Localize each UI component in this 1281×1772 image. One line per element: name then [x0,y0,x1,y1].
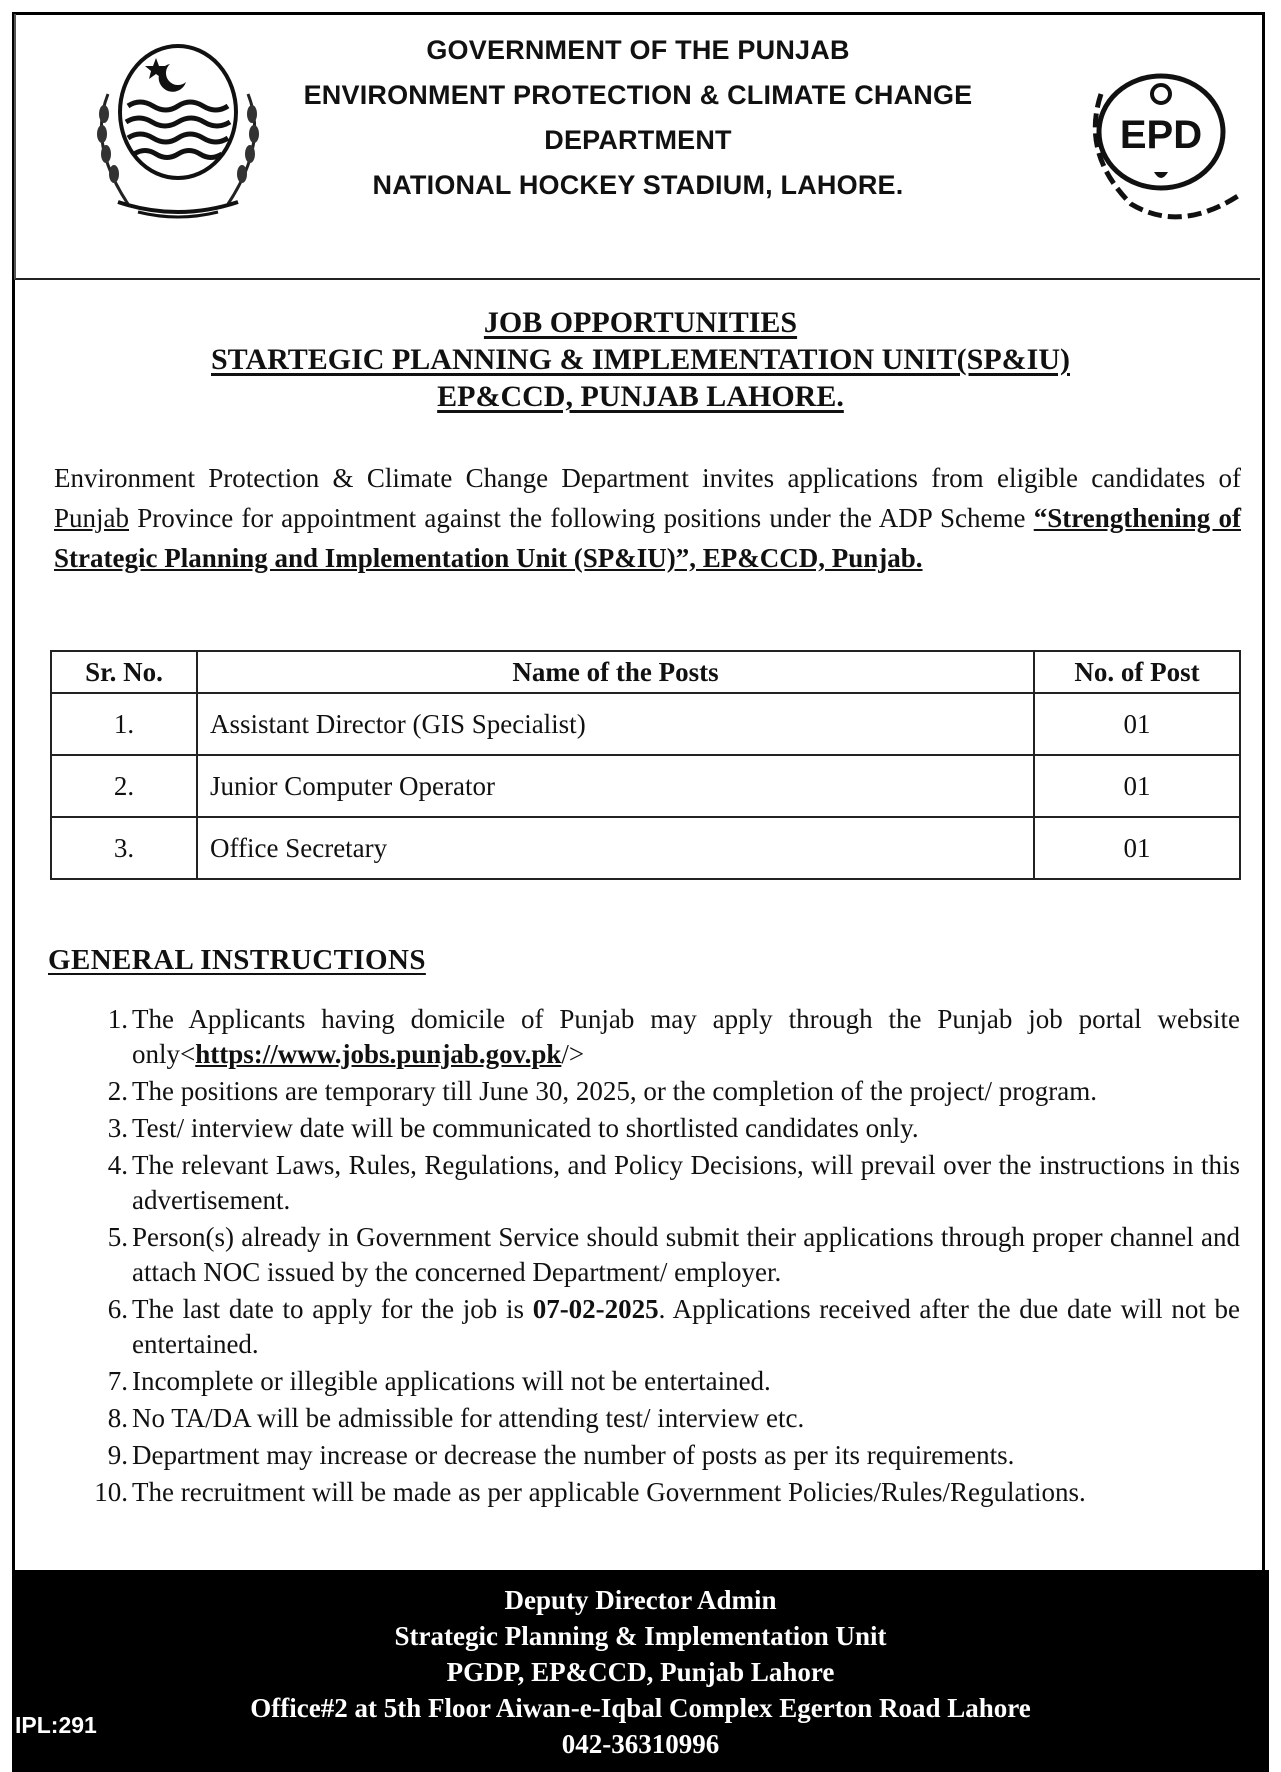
item-number: 4. [107,1150,128,1180]
intro-text-2: Province for appointment against the following positions under the ADP Scheme [129,503,1034,533]
row-post-name: Assistant Director (GIS Specialist) [197,693,1034,755]
epd-logo-icon [1056,64,1256,244]
intro-paragraph [54,458,1241,578]
item-number: 9. [107,1440,128,1470]
footer-address: Office#2 at 5th Floor Aiwan-e-Iqbal Complex Egerton Road Lahore [250,1693,1031,1723]
row-post-name: Junior Computer Operator [197,755,1034,817]
jobs-portal-link[interactable]: https://www.jobs.punjab.gov.pk [195,1039,562,1069]
item-text: Department may increase or decrease the number of posts as per its requirements. [132,1440,1015,1470]
list-item [60,1148,1240,1218]
column-header-post-count: No. of Post [1034,651,1240,693]
item-number: 7. [107,1366,128,1396]
table-header-row [51,651,1240,693]
table-row [51,817,1240,879]
row-post-count: 01 [1034,817,1240,879]
instructions-list [60,1002,1240,1512]
list-item [60,1074,1240,1109]
last-date: 07-02-2025 [532,1294,659,1324]
intro-scheme-name: “Strengthening of Strategic Planning and Implementation Unit (SP&IU)”, EP&CCD, Punjab. [54,503,1241,573]
list-item [60,1220,1240,1290]
item-number: 10. [94,1477,128,1507]
row-post-name: Office Secretary [197,817,1034,879]
footer-department: PGDP, EP&CCD, Punjab Lahore [446,1657,835,1687]
list-item [60,1438,1240,1473]
job-title-block [0,304,1281,415]
row-post-count: 01 [1034,693,1240,755]
item-text: Person(s) already in Government Service should submit their applications through proper channel and attach NOC issued by the concerned Department/ employer. [132,1222,1240,1287]
item-number: 6. [107,1294,128,1324]
item-text: The last date to apply for the job is [132,1294,533,1324]
row-sr-no: 2. [51,755,197,817]
table-row [51,693,1240,755]
footer-contact-block [12,1570,1269,1772]
intro-punjab: Punjab [54,503,130,533]
row-sr-no: 3. [51,817,197,879]
item-text: Incomplete or illegible applications will not be entertained. [132,1366,771,1396]
list-item [60,1364,1240,1399]
item-text-end: /> [561,1039,585,1069]
item-text: The positions are temporary till June 30, 2025, or the completion of the project/ program. [132,1076,1098,1106]
ipl-code: IPL:291 [15,1712,97,1738]
epd-logo-text: EPD [1119,113,1203,157]
item-number: 3. [107,1113,128,1143]
item-number: 8. [107,1403,128,1433]
list-item [60,1111,1240,1146]
header-address: NATIONAL HOCKEY STADIUM, LAHORE. [372,170,904,200]
header-department: DEPARTMENT [544,125,732,155]
list-item [60,1292,1240,1362]
list-item [60,1475,1240,1510]
footer-phone: 042-36310996 [561,1729,720,1759]
column-header-sr-no: Sr. No. [51,651,197,693]
footer-unit: Strategic Planning & Implementation Unit [394,1621,887,1651]
item-text: The recruitment will be made as per applicable Government Policies/Rules/Regulations. [132,1477,1086,1507]
unit-title: STARTEGIC PLANNING & IMPLEMENTATION UNIT(SP&IU) [211,343,1070,376]
footer-designation: Deputy Director Admin [504,1585,777,1615]
intro-text-1: Environment Protection & Climate Change Department invites applications from eligible candidates of [54,463,1241,493]
header [14,14,1260,280]
location-title: EP&CCD, PUNJAB LAHORE. [437,380,844,413]
item-text: No TA/DA will be admissible for attending test/ interview etc. [132,1403,805,1433]
header-government: GOVERNMENT OF THE PUNJAB [426,35,850,65]
item-number: 1. [107,1004,128,1034]
item-text-end: . Applications received after the due date will not be entertained. [132,1294,1240,1359]
list-item [60,1401,1240,1436]
posts-table [50,650,1241,880]
item-text: The Applicants having domicile of Punjab may apply through the Punjab job portal website only< [132,1004,1240,1069]
list-item [60,1002,1240,1072]
item-text: The relevant Laws, Rules, Regulations, and Policy Decisions, will prevail over the instructions in this advertisement. [132,1150,1240,1215]
item-text: Test/ interview date will be communicated to shortlisted candidates only. [132,1113,919,1143]
header-department-name: ENVIRONMENT PROTECTION & CLIMATE CHANGE [303,80,973,110]
general-instructions-heading: GENERAL INSTRUCTIONS [48,944,426,976]
row-post-count: 01 [1034,755,1240,817]
item-number: 2. [107,1076,128,1106]
table-row [51,755,1240,817]
job-opportunities-title: JOB OPPORTUNITIES [483,306,798,339]
column-header-post-name: Name of the Posts [197,651,1034,693]
item-number: 5. [107,1222,128,1252]
row-sr-no: 1. [51,693,197,755]
